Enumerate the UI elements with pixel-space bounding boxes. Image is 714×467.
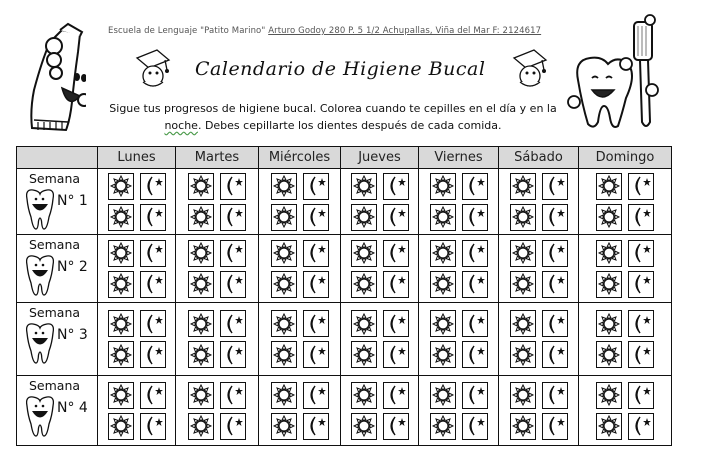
- moon-star-icon: [305, 206, 327, 228]
- sun-icon: [353, 175, 375, 197]
- day-brushing-box[interactable]: [596, 204, 622, 231]
- day-cell: [419, 376, 499, 446]
- sun-icon: [432, 313, 454, 335]
- week-number: N° 2: [57, 259, 88, 275]
- moon-star-icon: [142, 242, 164, 264]
- day-cell: [499, 376, 579, 446]
- moon-star-icon: [464, 384, 486, 406]
- week-row: [17, 376, 672, 446]
- sun-icon: [512, 313, 534, 335]
- day-cell: [98, 235, 176, 303]
- sun-icon: [512, 242, 534, 264]
- day-cell: [176, 235, 259, 303]
- page-title: Calendario de Higiene Bucal: [195, 58, 486, 80]
- sun-icon: [273, 313, 295, 335]
- day-brushing-box[interactable]: [596, 413, 622, 440]
- week-label-cell: [17, 235, 98, 303]
- day-brushing-box[interactable]: [596, 173, 622, 200]
- tooth-mascot-icon: [23, 187, 57, 231]
- night-brushing-box[interactable]: [303, 204, 329, 231]
- night-brushing-box[interactable]: [303, 271, 329, 298]
- hygiene-calendar-table: [16, 146, 672, 446]
- day-brushing-box[interactable]: [510, 240, 536, 267]
- day-cell: [341, 169, 419, 235]
- week-row: [17, 169, 672, 235]
- night-brushing-box[interactable]: [542, 341, 568, 368]
- day-brushing-box[interactable]: [188, 271, 214, 298]
- day-cell: [499, 169, 579, 235]
- day-cell: [419, 235, 499, 303]
- moon-star-icon: [630, 273, 652, 295]
- night-brushing-box[interactable]: [628, 310, 654, 337]
- day-brushing-box[interactable]: [108, 204, 134, 231]
- night-brushing-box[interactable]: [220, 173, 246, 200]
- day-brushing-box[interactable]: [430, 204, 456, 231]
- sun-icon: [598, 273, 620, 295]
- day-brushing-box[interactable]: [596, 382, 622, 409]
- week-row: [17, 303, 672, 376]
- week-label: Semana: [29, 305, 81, 320]
- night-brushing-box[interactable]: [303, 413, 329, 440]
- night-brushing-box[interactable]: [303, 341, 329, 368]
- sun-icon: [432, 206, 454, 228]
- toothpaste-mascot-illustration: [22, 20, 86, 139]
- night-brushing-box[interactable]: [140, 382, 166, 409]
- moon-star-icon: [305, 242, 327, 264]
- sun-icon: [512, 273, 534, 295]
- day-cell: [259, 235, 341, 303]
- week-number: N° 4: [57, 400, 88, 416]
- moon-star-icon: [544, 273, 566, 295]
- night-brushing-box[interactable]: [140, 341, 166, 368]
- sun-icon: [512, 415, 534, 437]
- night-brushing-box[interactable]: [462, 173, 488, 200]
- day-brushing-box[interactable]: [108, 341, 134, 368]
- day-brushing-box[interactable]: [271, 341, 297, 368]
- day-brushing-box[interactable]: [510, 173, 536, 200]
- moon-star-icon: [142, 273, 164, 295]
- day-brushing-box[interactable]: [430, 240, 456, 267]
- day-cell: [98, 303, 176, 376]
- night-brushing-box[interactable]: [542, 271, 568, 298]
- day-cell: [98, 169, 176, 235]
- sun-icon: [190, 344, 212, 366]
- sun-icon: [110, 415, 132, 437]
- day-brushing-box[interactable]: [510, 310, 536, 337]
- day-cell: [98, 376, 176, 446]
- day-cell: [176, 376, 259, 446]
- night-brushing-box[interactable]: [462, 413, 488, 440]
- night-brushing-box[interactable]: [628, 271, 654, 298]
- moon-star-icon: [142, 415, 164, 437]
- day-brushing-box[interactable]: [430, 382, 456, 409]
- night-brushing-box[interactable]: [462, 240, 488, 267]
- day-brushing-box[interactable]: [351, 310, 377, 337]
- moon-star-icon: [544, 206, 566, 228]
- sun-icon: [353, 242, 375, 264]
- day-cell: [579, 376, 672, 446]
- sun-icon: [110, 384, 132, 406]
- sun-icon: [353, 384, 375, 406]
- sun-icon: [190, 242, 212, 264]
- sun-icon: [598, 313, 620, 335]
- week-label: Semana: [29, 237, 81, 252]
- night-brushing-box[interactable]: [220, 341, 246, 368]
- day-cell: [259, 376, 341, 446]
- day-brushing-box[interactable]: [188, 240, 214, 267]
- week-label-cell: [17, 303, 98, 376]
- day-brushing-box[interactable]: [108, 173, 134, 200]
- day-brushing-box[interactable]: [510, 341, 536, 368]
- day-brushing-box[interactable]: [108, 413, 134, 440]
- sun-icon: [190, 206, 212, 228]
- day-brushing-box[interactable]: [596, 240, 622, 267]
- moon-star-icon: [464, 313, 486, 335]
- duck-left-illustration: [135, 48, 171, 96]
- night-brushing-box[interactable]: [628, 204, 654, 231]
- moon-star-icon: [305, 344, 327, 366]
- moon-star-icon: [385, 242, 407, 264]
- moon-star-icon: [630, 415, 652, 437]
- night-brushing-box[interactable]: [220, 413, 246, 440]
- night-brushing-box[interactable]: [140, 173, 166, 200]
- day-cell: [259, 169, 341, 235]
- sun-icon: [353, 415, 375, 437]
- week-row: [17, 235, 672, 303]
- moon-star-icon: [464, 415, 486, 437]
- sun-icon: [598, 344, 620, 366]
- sun-icon: [432, 175, 454, 197]
- moon-star-icon: [142, 313, 164, 335]
- night-brushing-box[interactable]: [628, 173, 654, 200]
- sun-icon: [110, 344, 132, 366]
- sun-icon: [190, 175, 212, 197]
- day-brushing-box[interactable]: [510, 413, 536, 440]
- sun-icon: [273, 344, 295, 366]
- day-brushing-box[interactable]: [430, 310, 456, 337]
- sun-icon: [110, 175, 132, 197]
- day-brushing-box[interactable]: [188, 204, 214, 231]
- duck-right-illustration: [512, 48, 548, 96]
- sun-icon: [432, 415, 454, 437]
- night-brushing-box[interactable]: [628, 382, 654, 409]
- day-cell: [176, 169, 259, 235]
- day-header: Jueves: [341, 147, 419, 169]
- night-brushing-box[interactable]: [220, 271, 246, 298]
- sun-icon: [432, 242, 454, 264]
- moon-star-icon: [630, 384, 652, 406]
- day-cell: [579, 303, 672, 376]
- day-brushing-box[interactable]: [188, 341, 214, 368]
- moon-star-icon: [544, 313, 566, 335]
- moon-star-icon: [544, 344, 566, 366]
- night-brushing-box[interactable]: [462, 341, 488, 368]
- day-cell: [341, 235, 419, 303]
- night-brushing-box[interactable]: [220, 240, 246, 267]
- school-name: Escuela de Lenguaje "Patito Marino": [108, 26, 266, 36]
- sun-icon: [273, 384, 295, 406]
- corner-cell: [17, 147, 98, 169]
- sun-icon: [598, 206, 620, 228]
- night-brushing-box[interactable]: [462, 382, 488, 409]
- night-brushing-box[interactable]: [383, 204, 409, 231]
- sun-icon: [598, 175, 620, 197]
- night-brushing-box[interactable]: [542, 240, 568, 267]
- night-brushing-box[interactable]: [542, 413, 568, 440]
- day-brushing-box[interactable]: [188, 173, 214, 200]
- moon-star-icon: [222, 415, 244, 437]
- sun-icon: [110, 206, 132, 228]
- night-brushing-box[interactable]: [220, 204, 246, 231]
- day-brushing-box[interactable]: [351, 271, 377, 298]
- day-header: Viernes: [419, 147, 499, 169]
- day-brushing-box[interactable]: [271, 413, 297, 440]
- night-brushing-box[interactable]: [383, 413, 409, 440]
- day-header: Domingo: [579, 147, 672, 169]
- sun-icon: [353, 344, 375, 366]
- moon-star-icon: [305, 415, 327, 437]
- week-label-cell: [17, 376, 98, 446]
- sun-icon: [432, 273, 454, 295]
- moon-star-icon: [142, 206, 164, 228]
- day-brushing-box[interactable]: [430, 413, 456, 440]
- moon-star-icon: [385, 344, 407, 366]
- moon-star-icon: [305, 313, 327, 335]
- moon-star-icon: [385, 313, 407, 335]
- sun-icon: [432, 384, 454, 406]
- day-brushing-box[interactable]: [510, 204, 536, 231]
- night-brushing-box[interactable]: [220, 310, 246, 337]
- sun-icon: [598, 242, 620, 264]
- night-brushing-box[interactable]: [462, 204, 488, 231]
- sun-icon: [353, 273, 375, 295]
- night-brushing-box[interactable]: [220, 382, 246, 409]
- moon-star-icon: [385, 206, 407, 228]
- night-brushing-box[interactable]: [383, 310, 409, 337]
- moon-star-icon: [630, 344, 652, 366]
- day-brushing-box[interactable]: [351, 382, 377, 409]
- night-brushing-box[interactable]: [140, 240, 166, 267]
- moon-star-icon: [142, 344, 164, 366]
- sun-icon: [273, 273, 295, 295]
- instructions-text-end: . Debes cepillarte los dientes después de cada comida.: [197, 119, 502, 132]
- day-cell: [259, 303, 341, 376]
- day-brushing-box[interactable]: [188, 413, 214, 440]
- day-header: Sábado: [499, 147, 579, 169]
- school-address: Arturo Godoy 280 P. 5 1/2 Achupallas, Viña del Mar F: 2124617: [268, 26, 542, 36]
- sun-icon: [190, 273, 212, 295]
- moon-star-icon: [544, 415, 566, 437]
- sun-icon: [353, 313, 375, 335]
- sun-icon: [110, 273, 132, 295]
- day-header: Lunes: [98, 147, 176, 169]
- moon-star-icon: [142, 384, 164, 406]
- day-brushing-box[interactable]: [351, 173, 377, 200]
- moon-star-icon: [630, 175, 652, 197]
- night-brushing-box[interactable]: [628, 341, 654, 368]
- day-cell: [579, 235, 672, 303]
- day-cell: [419, 303, 499, 376]
- week-label-cell: [17, 169, 98, 235]
- sun-icon: [512, 206, 534, 228]
- sun-icon: [273, 242, 295, 264]
- moon-star-icon: [385, 415, 407, 437]
- day-brushing-box[interactable]: [108, 271, 134, 298]
- day-brushing-box[interactable]: [108, 382, 134, 409]
- moon-star-icon: [544, 384, 566, 406]
- week-number: N° 3: [57, 327, 88, 343]
- day-brushing-box[interactable]: [430, 341, 456, 368]
- night-brushing-box[interactable]: [462, 310, 488, 337]
- week-label: Semana: [29, 171, 81, 186]
- day-cell: [499, 235, 579, 303]
- moon-star-icon: [464, 242, 486, 264]
- night-brushing-box[interactable]: [462, 271, 488, 298]
- day-brushing-box[interactable]: [271, 310, 297, 337]
- moon-star-icon: [385, 384, 407, 406]
- tooth-mascot-icon: [23, 253, 57, 297]
- night-brushing-box[interactable]: [542, 173, 568, 200]
- day-brushing-box[interactable]: [271, 173, 297, 200]
- night-brushing-box[interactable]: [303, 310, 329, 337]
- day-brushing-box[interactable]: [351, 341, 377, 368]
- moon-star-icon: [142, 175, 164, 197]
- night-brushing-box[interactable]: [628, 413, 654, 440]
- night-brushing-box[interactable]: [628, 240, 654, 267]
- week-label: Semana: [29, 378, 81, 393]
- sun-icon: [273, 175, 295, 197]
- day-brushing-box[interactable]: [430, 271, 456, 298]
- moon-star-icon: [544, 242, 566, 264]
- sun-icon: [190, 415, 212, 437]
- night-brushing-box[interactable]: [140, 271, 166, 298]
- moon-star-icon: [464, 206, 486, 228]
- day-brushing-box[interactable]: [596, 271, 622, 298]
- day-cell: [341, 376, 419, 446]
- sun-icon: [110, 242, 132, 264]
- day-cell: [579, 169, 672, 235]
- day-cell: [419, 169, 499, 235]
- tooth-mascot-icon: [23, 394, 57, 438]
- day-cell: [341, 303, 419, 376]
- night-brushing-box[interactable]: [383, 173, 409, 200]
- instructions-text: Sigue tus progresos de higiene bucal. Colorea cuando te cepilles en el día y en la: [109, 102, 557, 115]
- night-brushing-box[interactable]: [542, 310, 568, 337]
- moon-star-icon: [222, 384, 244, 406]
- moon-star-icon: [222, 313, 244, 335]
- moon-star-icon: [544, 175, 566, 197]
- moon-star-icon: [222, 273, 244, 295]
- day-brushing-box[interactable]: [188, 310, 214, 337]
- night-brushing-box[interactable]: [383, 240, 409, 267]
- sun-icon: [273, 206, 295, 228]
- day-brushing-box[interactable]: [188, 382, 214, 409]
- sun-icon: [598, 415, 620, 437]
- moon-star-icon: [305, 273, 327, 295]
- week-number: N° 1: [57, 193, 88, 209]
- sun-icon: [512, 344, 534, 366]
- night-brushing-box[interactable]: [542, 204, 568, 231]
- moon-star-icon: [464, 344, 486, 366]
- sun-icon: [190, 384, 212, 406]
- moon-star-icon: [630, 313, 652, 335]
- day-brushing-box[interactable]: [510, 271, 536, 298]
- sun-icon: [512, 175, 534, 197]
- moon-star-icon: [305, 384, 327, 406]
- moon-star-icon: [385, 273, 407, 295]
- day-brushing-box[interactable]: [271, 382, 297, 409]
- tooth-mascot-icon: [23, 321, 57, 365]
- moon-star-icon: [222, 242, 244, 264]
- sun-icon: [598, 384, 620, 406]
- day-brushing-box[interactable]: [430, 173, 456, 200]
- day-header: Martes: [176, 147, 259, 169]
- night-brushing-box[interactable]: [140, 413, 166, 440]
- day-brushing-box[interactable]: [596, 310, 622, 337]
- sun-icon: [353, 206, 375, 228]
- night-brushing-box[interactable]: [303, 382, 329, 409]
- night-brushing-box[interactable]: [383, 382, 409, 409]
- moon-star-icon: [305, 175, 327, 197]
- moon-star-icon: [222, 206, 244, 228]
- day-header: Miércoles: [259, 147, 341, 169]
- sun-icon: [273, 415, 295, 437]
- tooth-toothbrush-mascot-illustration: [566, 14, 666, 138]
- day-brushing-box[interactable]: [596, 341, 622, 368]
- moon-star-icon: [222, 344, 244, 366]
- day-brushing-box[interactable]: [271, 271, 297, 298]
- day-cell: [176, 303, 259, 376]
- instructions-noche: noche: [164, 119, 198, 132]
- night-brushing-box[interactable]: [383, 341, 409, 368]
- day-brushing-box[interactable]: [271, 204, 297, 231]
- day-brushing-box[interactable]: [510, 382, 536, 409]
- sun-icon: [190, 313, 212, 335]
- day-brushing-box[interactable]: [351, 240, 377, 267]
- night-brushing-box[interactable]: [140, 310, 166, 337]
- moon-star-icon: [464, 175, 486, 197]
- night-brushing-box[interactable]: [303, 240, 329, 267]
- instructions: [96, 100, 570, 134]
- moon-star-icon: [630, 242, 652, 264]
- moon-star-icon: [464, 273, 486, 295]
- header-row: [17, 147, 672, 169]
- day-brushing-box[interactable]: [108, 240, 134, 267]
- day-brushing-box[interactable]: [108, 310, 134, 337]
- day-brushing-box[interactable]: [271, 240, 297, 267]
- moon-star-icon: [385, 175, 407, 197]
- sun-icon: [432, 344, 454, 366]
- night-brushing-box[interactable]: [542, 382, 568, 409]
- night-brushing-box[interactable]: [140, 204, 166, 231]
- moon-star-icon: [630, 206, 652, 228]
- night-brushing-box[interactable]: [383, 271, 409, 298]
- night-brushing-box[interactable]: [303, 173, 329, 200]
- moon-star-icon: [222, 175, 244, 197]
- day-cell: [499, 303, 579, 376]
- school-header: [108, 26, 541, 36]
- day-brushing-box[interactable]: [351, 204, 377, 231]
- day-brushing-box[interactable]: [351, 413, 377, 440]
- sun-icon: [110, 313, 132, 335]
- sun-icon: [512, 384, 534, 406]
